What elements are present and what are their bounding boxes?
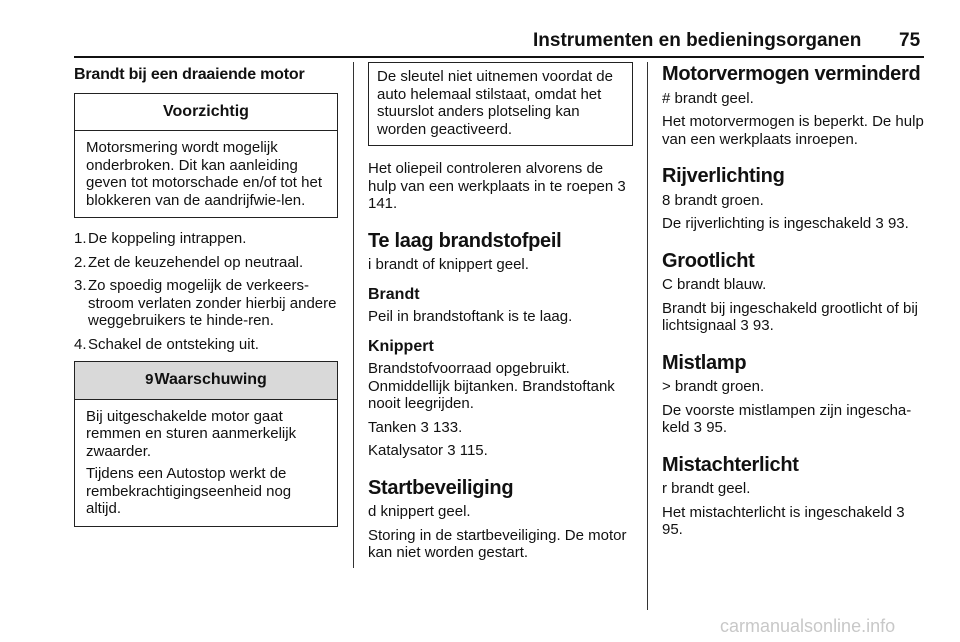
tanken-ref: Tanken 3 133. — [368, 418, 463, 436]
running-header-title: Instrumenten en bedieningsorganen — [533, 30, 862, 51]
katalysator-ref: Katalysator 3 115. — [368, 442, 488, 459]
fog-desc: De voorste mistlampen zijn ingescha-keld 3 95. — [662, 401, 912, 436]
column-divider-1 — [353, 62, 354, 568]
fog-heading: Mistlamp — [662, 351, 747, 374]
knippert-text: Brandstofvoorraad opgebruikt. Onmiddellijk bijtanken. Brandstoftank nooit leegrijden. — [368, 360, 615, 412]
list-item: 4. Schakel de ontsteking uit. — [74, 335, 259, 353]
high-beam-heading: Grootlicht — [662, 249, 755, 272]
drl-indicator-text: 8 brandt groen. — [662, 191, 764, 209]
warning-title: Waarschuwing — [154, 371, 267, 388]
page-number: 75 — [899, 30, 921, 51]
immobiliser-heading: Startbeveiliging — [368, 476, 514, 499]
caution-title: Voorzichtig — [75, 94, 337, 132]
high-beam-indicator-text: C brandt blauw. — [662, 276, 767, 293]
warning-title-bar — [75, 362, 337, 400]
drl-heading: Rijverlichting — [662, 165, 785, 187]
watermark: carmanualsonline.info — [720, 616, 896, 636]
drl-desc: De rijverlichting is ingeschakeld 3 93. — [662, 215, 909, 232]
column-2 — [368, 66, 633, 568]
fog-indicator-text: > brandt groen. — [662, 378, 765, 395]
list-item: 2. Zet de keuzehendel op neutraal. — [74, 253, 304, 271]
list-item: 1. De koppeling intrappen. — [74, 230, 247, 247]
section-heading: Brandt bij een draaiende motor — [74, 66, 305, 83]
warning-triangle-icon: 9 — [145, 371, 154, 388]
steps-list — [74, 230, 338, 353]
power-heading: Motorvermogen verminderd — [662, 63, 921, 85]
header-rule — [74, 56, 924, 58]
warning-text-2: Tijdens een Autostop werkt de rembekrachtigingseenheid nog altijd. — [86, 465, 292, 517]
knippert-heading: Knippert — [368, 337, 434, 355]
column-1 — [74, 66, 338, 539]
column-divider-2 — [647, 62, 648, 610]
brandt-heading: Brandt — [368, 285, 420, 303]
brandt-text: Peil in brandstoftank is te laag. — [368, 308, 573, 325]
warning-text-1: Bij uitgeschakelde motor gaat remmen en sturen aanmerkelijk zwaarder. — [86, 407, 297, 460]
fuel-indicator-text: i brandt of knippert geel. — [368, 256, 529, 273]
rear-fog-desc: Het mistachterlicht is ingeschakeld 3 95. — [662, 503, 905, 538]
power-desc: Het motorvermogen is beperkt. De hulp van een werkplaats inroepen. — [662, 113, 924, 148]
oil-check-text: Het oliepeil controleren alvorens de hulp van een werkplaats in te roepen 3 141. — [368, 160, 626, 212]
caution-text: Motorsmering wordt mogelijk onderbroken. Dit kan aanleiding geven tot motorschade en/of tot het blokkeren van de aandrijfwie-len. — [86, 139, 322, 209]
rear-fog-heading: Mistachterlicht — [662, 453, 799, 476]
key-warning-box — [368, 62, 633, 146]
column-3 — [662, 63, 926, 545]
immobiliser-fault-text: Storing in de startbeveiliging. De motor kan niet worden gestart. — [368, 526, 627, 561]
high-beam-desc: Brandt bij ingeschakeld grootlicht of bij lichtsignaal 3 93. — [662, 299, 918, 334]
immobiliser-indicator-text: d knippert geel. — [368, 503, 471, 520]
key-warning-text: De sleutel niet uitnemen voordat de auto helemaal stilstaat, omdat het stuurslot anders plotseling kan worden geactiveerd. — [377, 68, 613, 138]
fuel-heading: Te laag brandstofpeil — [368, 229, 562, 252]
warning-box — [74, 361, 338, 527]
power-indicator-text: # brandt geel. — [662, 89, 754, 107]
rear-fog-indicator-text: r brandt geel. — [662, 480, 751, 497]
caution-box — [74, 93, 338, 219]
list-item: 3. Zo spoedig mogelijk de verkeers-stroom verlaten zonder hierbij andere weggebruikers te hinde-ren. — [74, 277, 337, 329]
